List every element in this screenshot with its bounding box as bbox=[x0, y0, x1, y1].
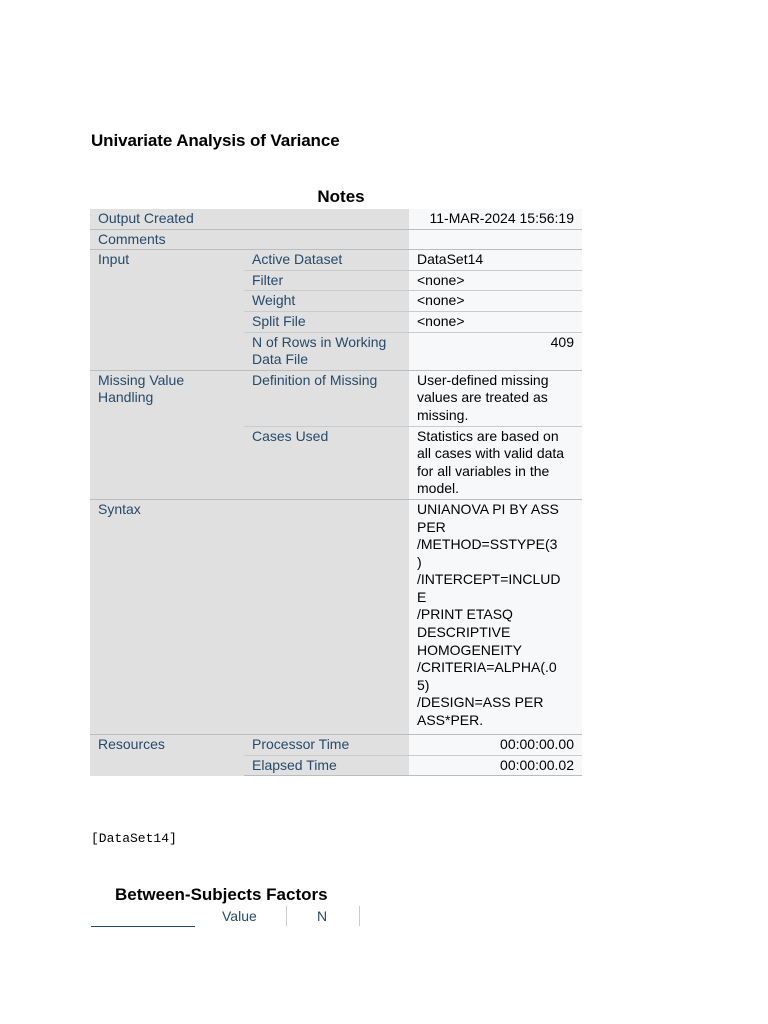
elapsed-time-value: 00:00:00.02 bbox=[409, 755, 582, 776]
output-created-value: 11-MAR-2024 15:56:19 bbox=[409, 209, 582, 229]
syntax-line: E bbox=[417, 588, 427, 605]
between-subjects-title: Between-Subjects Factors bbox=[115, 885, 328, 904]
syntax-line: 5) bbox=[417, 676, 430, 693]
syntax-line: /METHOD=SSTYPE(3 bbox=[417, 536, 558, 553]
syntax-line: /PRINT ETASQ DESCRIPTIVE HOMOGENEITY bbox=[417, 606, 523, 658]
notes-table bbox=[90, 209, 582, 776]
syntax-value bbox=[409, 499, 582, 734]
processor-time-value: 00:00:00.00 bbox=[409, 734, 582, 755]
cases-used-label: Cases Used bbox=[244, 426, 409, 499]
column-header-n: N bbox=[317, 908, 328, 924]
weight-label: Weight bbox=[244, 291, 409, 312]
definition-missing-value: User-defined missing values are treated as missing. bbox=[409, 370, 582, 426]
active-dataset-label: Active Dataset bbox=[244, 250, 409, 271]
input-label: Input bbox=[90, 250, 244, 371]
filter-label: Filter bbox=[244, 270, 409, 291]
n-rows-label: N of Rows in Working Data File bbox=[244, 332, 409, 370]
table-row bbox=[90, 209, 582, 229]
table-row bbox=[90, 370, 582, 426]
syntax-line: /INTERCEPT=INCLUD bbox=[417, 571, 561, 588]
column-divider bbox=[359, 906, 360, 926]
comments-value bbox=[409, 229, 582, 250]
syntax-label: Syntax bbox=[90, 499, 409, 734]
weight-value: <none> bbox=[409, 291, 582, 312]
table-row bbox=[90, 734, 582, 755]
syntax-line: /DESIGN=ASS PER ASS*PER. bbox=[417, 694, 544, 729]
comments-label: Comments bbox=[90, 229, 409, 250]
elapsed-time-label: Elapsed Time bbox=[244, 755, 409, 776]
definition-missing-label: Definition of Missing bbox=[244, 370, 409, 426]
filter-value: <none> bbox=[409, 270, 582, 291]
missing-value-label: Missing Value Handling bbox=[90, 370, 244, 499]
column-header-value: Value bbox=[222, 908, 257, 924]
active-dataset-value: DataSet14 bbox=[409, 250, 582, 271]
resources-label: Resources bbox=[90, 734, 244, 775]
table-row bbox=[90, 229, 582, 250]
split-file-label: Split File bbox=[244, 311, 409, 332]
table-header-rule bbox=[91, 926, 195, 927]
cases-used-value: Statistics are based on all cases with valid data for all variables in the model. bbox=[409, 426, 582, 499]
table-row bbox=[90, 250, 582, 271]
dataset-label: [DataSet14] bbox=[91, 831, 177, 846]
column-divider bbox=[286, 906, 287, 926]
syntax-line: /CRITERIA=ALPHA(.0 bbox=[417, 659, 557, 676]
split-file-value: <none> bbox=[409, 311, 582, 332]
notes-table-title: Notes bbox=[317, 187, 365, 206]
table-row bbox=[90, 499, 582, 734]
syntax-line: UNIANOVA PI BY ASS PER bbox=[417, 500, 559, 535]
output-created-label: Output Created bbox=[90, 209, 409, 229]
processor-time-label: Processor Time bbox=[244, 734, 409, 755]
section-heading: Univariate Analysis of Variance bbox=[91, 131, 340, 150]
syntax-line: ) bbox=[417, 553, 422, 570]
n-rows-value: 409 bbox=[409, 332, 582, 370]
